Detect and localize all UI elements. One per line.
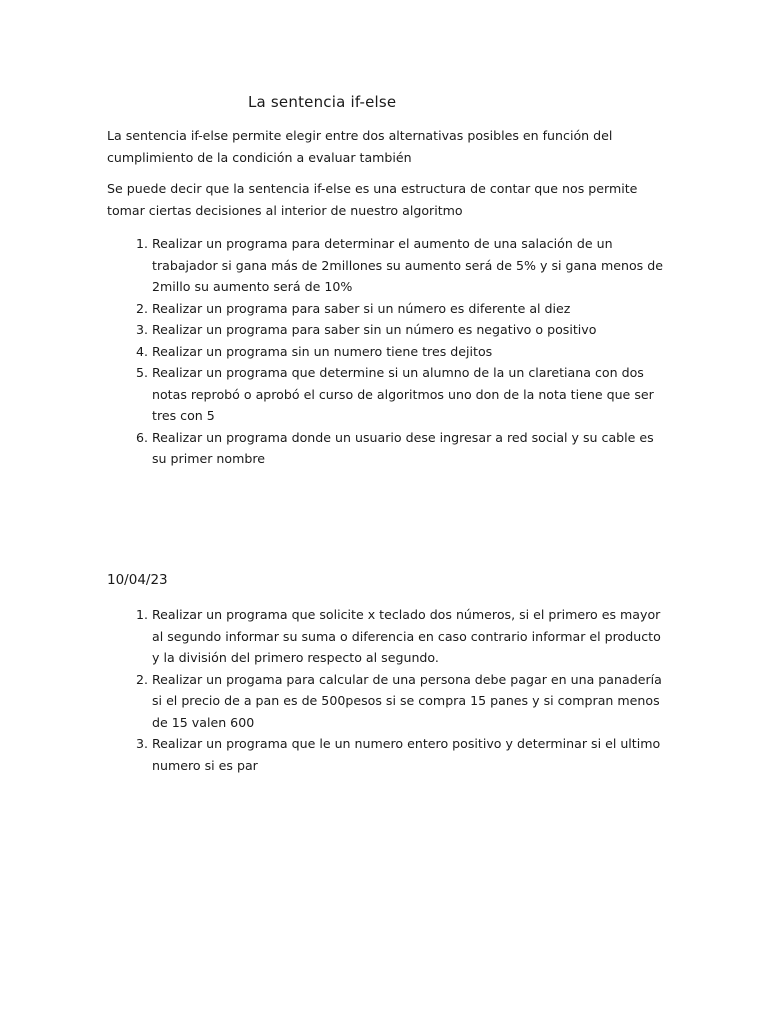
list-item-number: 3. <box>135 736 148 751</box>
list-item-text: Realizar un programa para saber si un número es diferente al diez <box>152 300 571 316</box>
document-title: La sentencia if-else <box>248 93 397 111</box>
intro-paragraph-1: La sentencia if-else permite elegir entre dos alternativas posibles en función del cumplimiento de la condición a evaluar también <box>107 128 613 165</box>
list-item <box>135 319 672 341</box>
list-item <box>135 604 672 669</box>
list-item <box>135 298 672 320</box>
list-item <box>135 733 672 776</box>
list-item-number: 2. <box>135 671 148 687</box>
list-item-text: Realizar un progama para calcular de una persona debe pagar en una panadería si el precio de a pan es de 500pesos si se compra 15 panes y si compran menos de 15 valen 600 <box>152 671 662 730</box>
section-date: 10/04/23 <box>107 572 168 588</box>
list-item-text: Realizar un programa que determine si un alumno de la un claretiana con dos notas reprobó o aprobó el curso de algoritmos uno don de la nota tiene que ser tres con 5 <box>152 365 654 423</box>
list-item <box>135 341 672 363</box>
exercise-list-1 <box>135 233 672 470</box>
list-item-text: Realizar un programa sin un numero tiene tres dejitos <box>152 343 493 359</box>
list-item-number: 1. <box>135 607 148 622</box>
list-item-text: Realizar un programa que le un numero entero positivo y determinar si el ultimo numero si es par <box>152 736 661 773</box>
list-item-text: Realizar un programa que solicite x teclado dos números, si el primero es mayor al segundo informar su suma o diferencia en caso contrario informar el producto y la división del primero respecto al segundo. <box>152 607 661 665</box>
list-item <box>135 362 672 427</box>
list-item-number: 2. <box>135 300 148 316</box>
list-item <box>135 427 672 470</box>
list-item-number: 3. <box>135 322 148 337</box>
intro-paragraph-2: Se puede decir que la sentencia if-else es una estructura de contar que nos permite tomar ciertas decisiones al interior de nuestro algoritmo <box>107 181 638 218</box>
list-item-text: Realizar un programa para determinar el aumento de una salación de un trabajador si gana más de 2millones su aumento será de 5% y si gana menos de 2millo su aumento será de 10% <box>152 236 663 294</box>
list-item-text: Realizar un programa para saber sin un número es negativo o positivo <box>152 322 597 337</box>
list-item <box>135 233 672 298</box>
list-item-text: Realizar un programa donde un usuario dese ingresar a red social y su cable es su primer nombre <box>152 429 654 466</box>
list-item <box>135 669 672 734</box>
list-item-number: 4. <box>135 343 148 359</box>
list-item-number: 6. <box>135 429 148 445</box>
list-item-number: 1. <box>135 236 148 251</box>
exercise-list-2 <box>135 604 672 776</box>
list-item-number: 5. <box>135 365 148 380</box>
